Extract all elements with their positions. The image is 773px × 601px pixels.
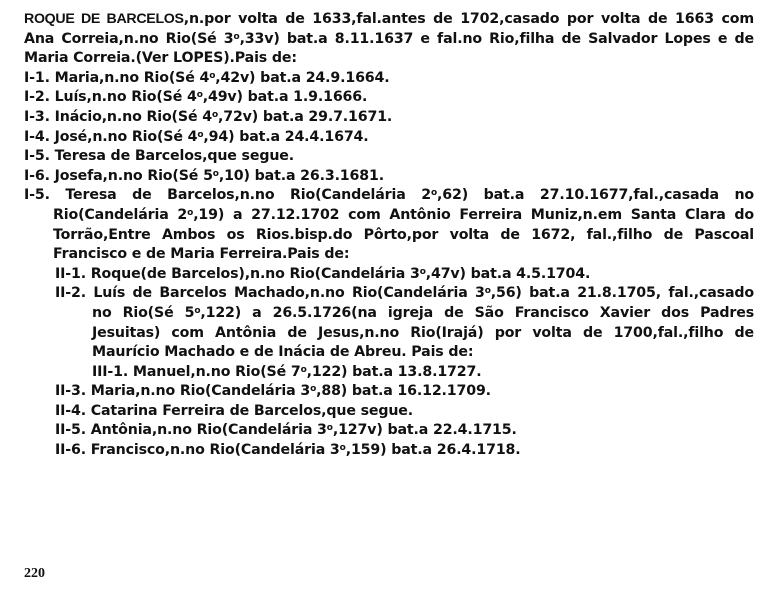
- document-body: [24, 10, 754, 461]
- grandchild-6-text-2: ,159) bat.a 26.4.1718.: [345, 442, 521, 459]
- child-1-sup: o: [209, 70, 216, 81]
- child-1-text-2: ,42v) bat.a 24.9.1664.: [215, 69, 390, 86]
- grandchild-entry-4: [24, 402, 754, 422]
- grandchild-2-text: II-2. Luís de Barcelos Machado,n.no Rio(Candelária 3: [55, 285, 485, 302]
- teresa-text-1: I-5. Teresa de Barcelos,n.no Rio(Candelária 2: [24, 187, 431, 204]
- grandchild-2-text-2: ,56) bat.a 21.8.1705, fal.,casado no Rio(Sé 5: [92, 285, 754, 321]
- child-2-text: I-2. Luís,n.no Rio(Sé 4: [24, 89, 197, 106]
- child-4-sup: o: [197, 129, 204, 140]
- great-grandchild-sup: o: [300, 364, 307, 375]
- entry-heading: ROQUE DE BARCELOS: [24, 11, 184, 27]
- child-entry-5: [24, 147, 754, 167]
- intro-text-2: ,33v) bat.a 8.11.1637 e fal.no Rio,filha de Salvador Lopes e de Maria Correia.(Ver LOPES).Pais de:: [24, 30, 754, 67]
- grandchild-1-text-2: ,47v) bat.a 4.5.1704.: [425, 265, 591, 282]
- teresa-sup-2: o: [187, 207, 194, 218]
- grandchild-3-sup: o: [310, 384, 317, 395]
- child-4-text-2: ,94) bat.a 24.4.1674.: [203, 128, 369, 145]
- grandchild-6-sup: o: [339, 443, 346, 454]
- teresa-text-2: ,62) bat.a 27.10.1677,fal.,casada no Rio(Candelária 2: [53, 187, 754, 223]
- child-entry-4: [24, 128, 754, 148]
- grandchild-3-text-2: ,88) bat.a 16.12.1709.: [316, 383, 491, 400]
- child-3-text-2: ,72v) bat.a 29.7.1671.: [217, 108, 393, 125]
- child-entry-6: [24, 167, 754, 187]
- grandchild-3-text: II-3. Maria,n.no Rio(Candelária 3: [55, 383, 311, 400]
- child-1-text: I-1. Maria,n.no Rio(Sé 4: [24, 69, 210, 86]
- grandchild-1-text: II-1. Roque(de Barcelos),n.no Rio(Candelária 3: [55, 265, 420, 282]
- great-grandchild-text: III-1. Manuel,n.no Rio(Sé 7: [92, 363, 301, 380]
- grandchild-2-sup: o: [484, 286, 491, 297]
- grandchild-6-text: II-6. Francisco,n.no Rio(Candelária 3: [55, 442, 340, 459]
- teresa-entry: [24, 186, 754, 264]
- grandchild-entry-6: [24, 441, 754, 461]
- intro-sup: o: [233, 31, 240, 42]
- grandchild-entry-5: [24, 421, 754, 441]
- child-6-text-2: ,10) bat.a 26.3.1681.: [218, 167, 384, 184]
- intro-paragraph: [24, 10, 754, 69]
- great-grandchild-text-2: ,122) bat.a 13.8.1727.: [306, 363, 482, 380]
- child-entry-3: [24, 108, 754, 128]
- teresa-text-3: ,19) a 27.12.1702 com Antônio Ferreira Muniz,n.em Santa Clara do Torrão,Entre Ambos os Rios.bisp.do Pôrto,por volta de 1672, fal.,filho de Pascoal Francisco e de Maria Ferreira.Pais de:: [53, 206, 755, 263]
- grandchild-1-sup: o: [419, 266, 426, 277]
- child-3-text: I-3. Inácio,n.no Rio(Sé 4: [24, 108, 212, 125]
- grandchild-5-sup: o: [326, 423, 333, 434]
- grandchild-4-text: II-4. Catarina Ferreira de Barcelos,que segue.: [55, 402, 414, 419]
- child-5-text: I-5. Teresa de Barcelos,que segue.: [24, 148, 294, 165]
- page-number: 220: [24, 566, 45, 581]
- grandchild-entry-3: [24, 382, 754, 402]
- child-6-sup: o: [212, 168, 219, 179]
- grandchild-2-sup-2: o: [194, 305, 201, 316]
- great-grandchild-entry: [24, 363, 754, 383]
- intro-text: ,n.por volta de 1633,fal.antes de 1702,casado por volta de 1663 com Ana Correia,n.no Rio(Sé 3: [24, 11, 754, 47]
- child-entry-1: [24, 69, 754, 89]
- grandchild-5-text: II-5. Antônia,n.no Rio(Candelária 3: [55, 422, 327, 439]
- grandchild-2-text-3: ,122) a 26.5.1726(na igreja de São Francisco Xavier dos Padres Jesuitas) com Antônia de Jesus,n.no Rio(Irajá) por volta de 1700,fal.,filho de Maurício Machado e de Inácia de Abreu. Pais de:: [92, 304, 754, 361]
- child-2-text-2: ,49v) bat.a 1.9.1666.: [202, 89, 368, 106]
- child-2-sup: o: [196, 90, 203, 101]
- child-4-text: I-4. José,n.no Rio(Sé 4: [24, 128, 198, 145]
- child-6-text: I-6. Josefa,n.no Rio(Sé 5: [24, 167, 213, 184]
- grandchild-5-text-2: ,127v) bat.a 22.4.1715.: [332, 422, 517, 439]
- teresa-sup-1: o: [430, 188, 438, 199]
- grandchild-entry-2: [24, 284, 754, 362]
- grandchild-entry-1: [24, 265, 754, 285]
- child-3-sup: o: [211, 109, 218, 120]
- child-entry-2: [24, 88, 754, 108]
